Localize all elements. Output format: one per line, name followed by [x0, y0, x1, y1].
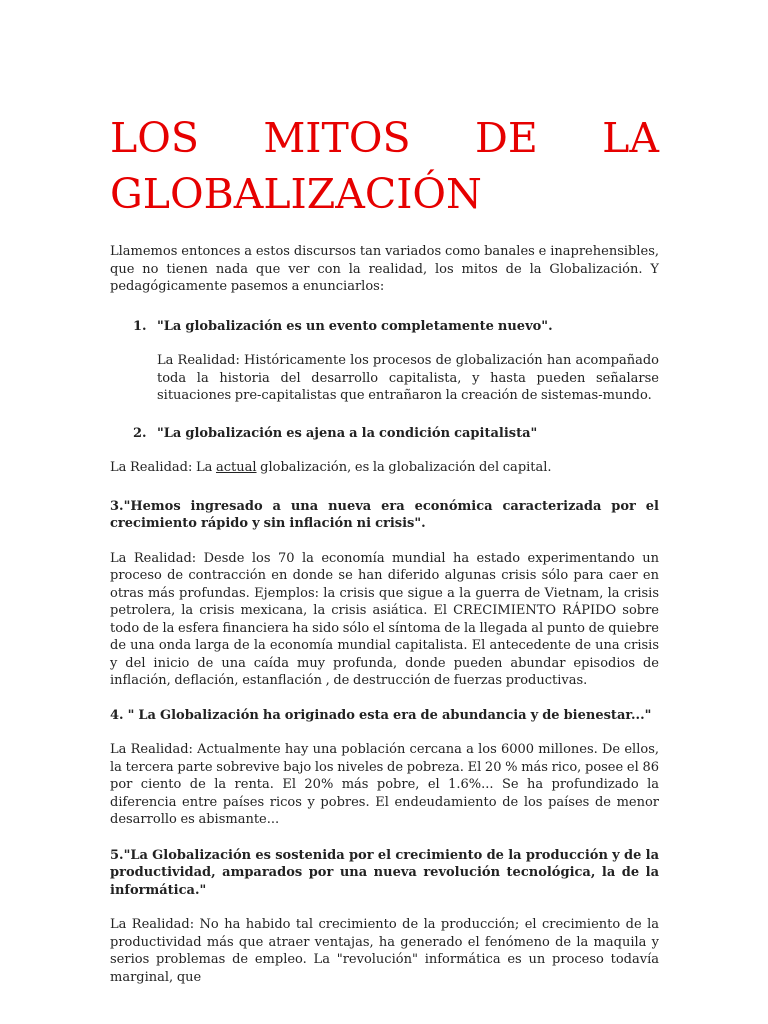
myth-3-reality: La Realidad: Desde los 70 la economía mundial ha estado experimentando un proceso de contracción en donde se han diferido algunas crisis sólo para caer en otras más profundas. Ejemplos: la crisis que sigue a la guerra de Vietnam, la crisis petrolera, la crisis mexicana, la crisis asiática. El CRECIMIENTO RÁPIDO sobre todo de la esfera financiera ha sido sólo el síntoma de la llegada al punto de quiebre de una onda larga de la economía mundial capitalista. El antecedente de una crisis y del inicio de una caída muy profunda, donde pueden abundar episodios de inflación, deflación, estanflación , de destrucción de fuerzas productivas.: [110, 550, 659, 688]
myth-3-heading: 3."Hemos ingresado a una nueva era económica caracterizada por el crecimiento rápido y sin inflación ni crisis".: [110, 498, 659, 531]
myth-2-reality: [110, 459, 659, 477]
myth-2-heading: "La globalización es ajena a la condición capitalista": [157, 425, 538, 441]
document-page: [110, 0, 659, 986]
numbered-myths-list: [110, 318, 659, 443]
myth-5-reality: La Realidad: No ha habido tal crecimiento de la producción; el crecimiento de la productividad más que atraer ventajas, ha generado el fenómeno de la maquila y serios problemas de empleo. La "revolución" informática es un proceso todavía marginal, que: [110, 917, 659, 985]
myth-2-reality-suffix: globalización, es la globalización del capital.: [256, 460, 552, 475]
myth-2-reality-prefix: La Realidad: La: [110, 460, 216, 475]
myth-1-item: [110, 318, 659, 405]
title-line-1: LOS MITOS DE LA: [110, 114, 659, 162]
myth-1-number: 1.: [133, 318, 147, 334]
myth-2-number: 2.: [133, 425, 147, 441]
document-title: [110, 110, 659, 222]
myth-4-heading: 4. " La Globalización ha originado esta era de abundancia y de bienestar...": [110, 707, 652, 723]
myth-5-heading: 5."La Globalización es sostenida por el crecimiento de la producción y de la productividad, amparados por una nueva revolución tecnológica, la de la informática.": [110, 847, 659, 898]
myth-1-reality: La Realidad: Históricamente los procesos de globalización han acompañado toda la historia del desarrollo capitalista, y hasta pueden señalarse situaciones pre-capitalistas que entrañaron la creación de sistemas-mundo.: [157, 353, 659, 403]
myth-2-item: [110, 425, 659, 443]
intro-paragraph: Llamemos entonces a estos discursos tan variados como banales e inaprehensibles, que no tienen nada que ver con la realidad, los mitos de la Globalización. Y pedagógicamente pasemos a enunciarlos:: [110, 244, 659, 294]
myth-1-heading: "La globalización es un evento completamente nuevo".: [157, 318, 553, 334]
myth-4-reality: La Realidad: Actualmente hay una población cercana a los 6000 millones. De ellos, la tercera parte sobrevive bajo los niveles de pobreza. El 20 % más rico, posee el 86 por ciento de la renta. El 20% más pobre, el 1.6%... Se ha profundizado la diferencia entre países ricos y pobres. El endeudamiento de los países de menor desarrollo es abismante...: [110, 742, 659, 827]
myth-2-reality-underlined: actual: [216, 460, 257, 475]
title-line-2: GLOBALIZACIÓN: [110, 170, 482, 218]
